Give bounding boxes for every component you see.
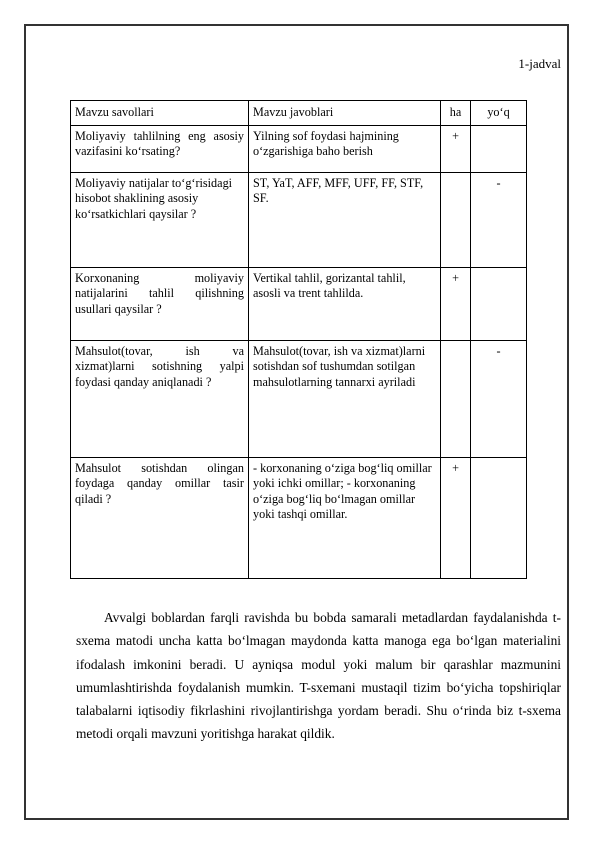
header-answers: Mavzu javoblari [249, 101, 441, 126]
no-cell: - [471, 340, 527, 457]
yes-cell [441, 172, 471, 267]
no-cell [471, 267, 527, 340]
header-questions: Mavzu savollari [71, 101, 249, 126]
header-yes: ha [441, 101, 471, 126]
table-row [71, 172, 527, 267]
table-row [71, 340, 527, 457]
no-cell [471, 125, 527, 172]
question-cell: Moliyaviy natijalar to‘g‘risidagi hisobot shaklining asosiy ko‘rsatkichlari qaysilar ? [71, 172, 249, 267]
table-row [71, 267, 527, 340]
question-cell: Moliyaviy tahlilning eng asosiy vazifasini ko‘rsating? [71, 125, 249, 172]
no-cell: - [471, 172, 527, 267]
yes-cell: + [441, 457, 471, 578]
answer-cell: ST, YaT, AFF, MFF, UFF, FF, STF, SF. [249, 172, 441, 267]
yes-cell: + [441, 267, 471, 340]
question-cell: Mahsulot sotishdan olingan foydaga qanday omillar tasir qiladi ? [71, 457, 249, 578]
header-no: yo‘q [471, 101, 527, 126]
answer-cell: - korxonaning o‘ziga bog‘liq omillar yoki ichki omillar; - korxonaning o‘ziga bog‘liq bo‘lmagan omillar yoki tashqi omillar. [249, 457, 441, 578]
qa-table [70, 100, 527, 579]
table-header-row [71, 101, 527, 126]
question-cell: Korxonaning moliyaviy natijalarini tahlil qilishning usullari qaysilar ? [71, 267, 249, 340]
no-cell [471, 457, 527, 578]
answer-cell: Yilning sof foydasi hajmining o‘zgarishiga baho berish [249, 125, 441, 172]
answer-cell: Mahsulot(tovar, ish va xizmat)larni sotishdan sof tushumdan sotilgan mahsulotlarning tannarxi ayriladi [249, 340, 441, 457]
yes-cell [441, 340, 471, 457]
table-row [71, 457, 527, 578]
question-cell: Mahsulot(tovar, ish va xizmat)larni sotishning yalpi foydasi qanday aniqlanadi ? [71, 340, 249, 457]
answer-cell: Vertikal tahlil, gorizantal tahlil, asosli va trent tahlilda. [249, 267, 441, 340]
yes-cell: + [441, 125, 471, 172]
table-caption: 1-jadval [518, 56, 561, 71]
body-paragraph: Avvalgi boblardan farqli ravishda bu bobda samarali metadlardan faydalanishda t-sxema matodi uncha katta bo‘lmagan maydonda katta manoga ega bo‘lgan materialini ifodalash imkonini beradi. U ayniqsa modul yoki malum bir qarashlar mazmunini umumlashtirishda foydalanish mumkin. T-sxemani mustaqil tizim bo‘yicha topshiriqlar talabalarni iqtisodiy fikrlashini rivojlantirishga yordam beradi. Shu o‘rinda biz t-sxema metodi orqali mavzuni yoritishga harakat qildik. [76, 610, 561, 742]
table-row [71, 125, 527, 172]
